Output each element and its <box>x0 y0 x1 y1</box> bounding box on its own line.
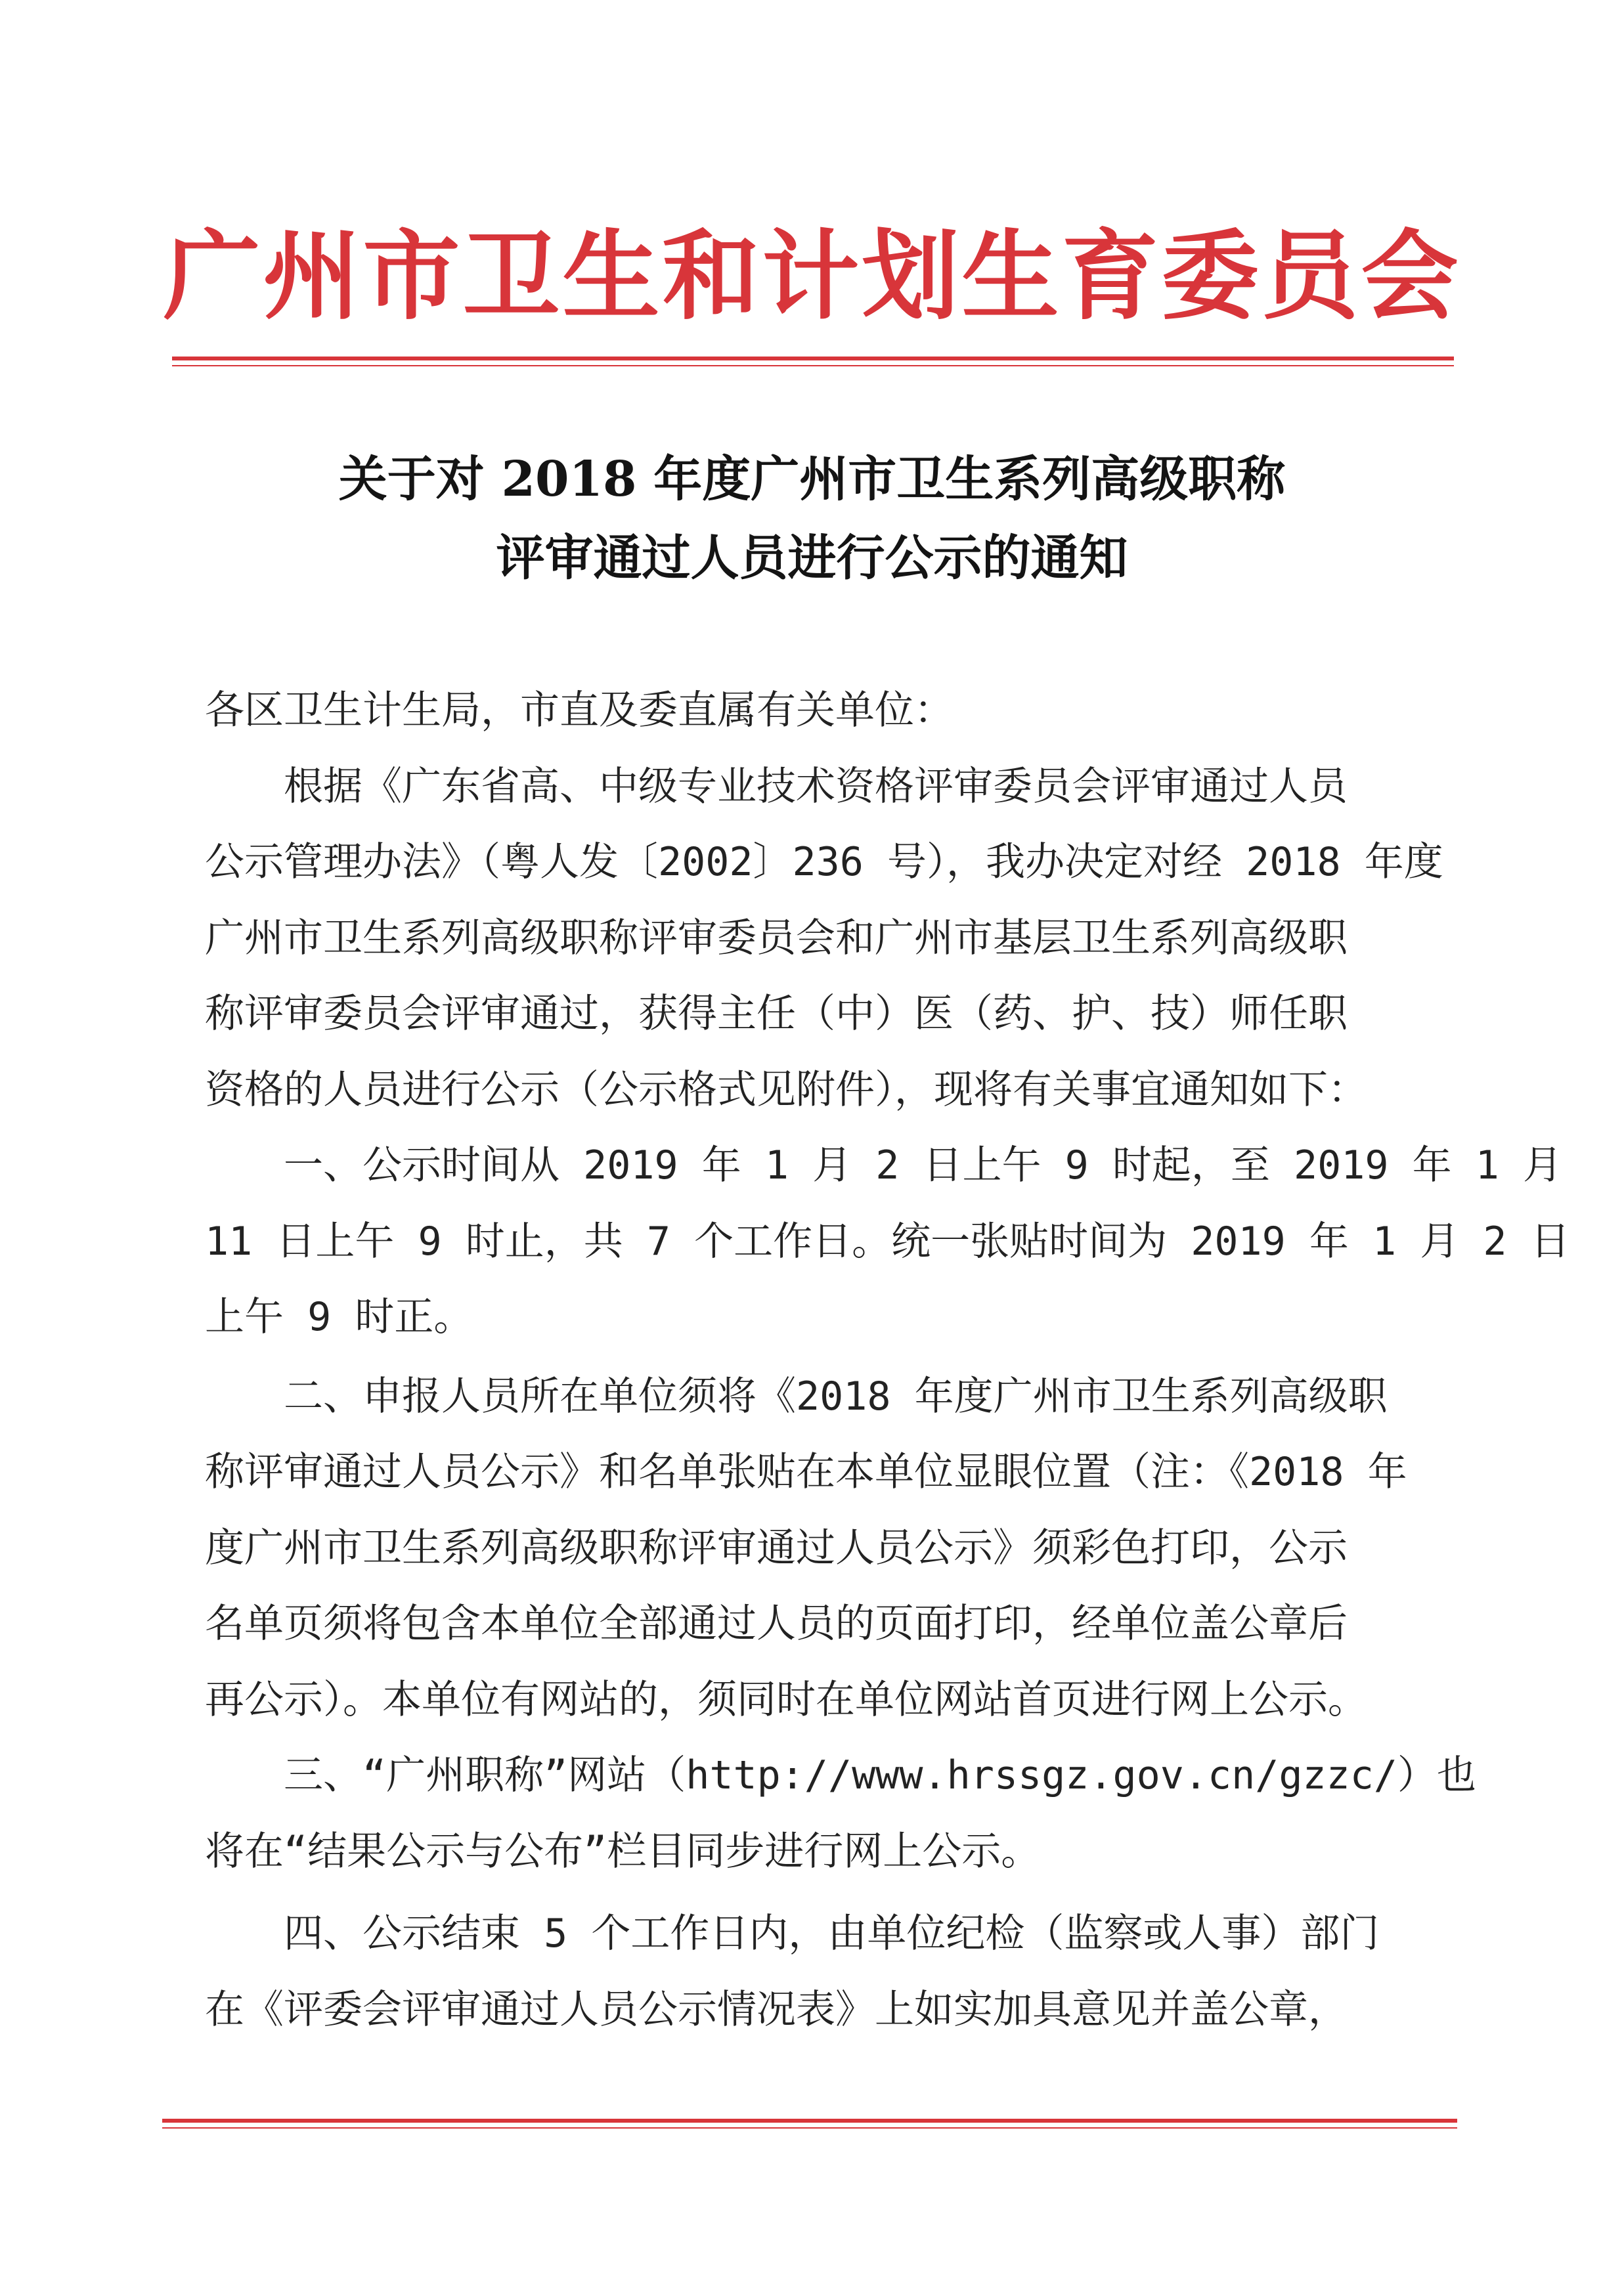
body-line: 称评审委员会评审通过，获得主任（中）医（药、护、技）师任职 <box>205 991 1348 1037</box>
body-line: 名单页须将包含本单位全部通过人员的页面打印，经单位盖公章后 <box>205 1601 1348 1647</box>
masthead-title: 广州市卫生和计划生育委员会 <box>163 219 1461 333</box>
body-line: 在《评委会评审通过人员公示情况表》上如实加具意见并盖公章， <box>205 1986 1348 2033</box>
masthead-red-rule-thin <box>172 365 1454 366</box>
document-body <box>205 673 1570 2048</box>
body-line: 上午 9 时正。 <box>205 1294 473 1340</box>
body-line: 公示管理办法》（粤人发〔2002〕236 号），我办决定对经 2018 年度 <box>205 839 1443 885</box>
document-title-line-2: 评审通过人员进行公示的通知 <box>496 530 1128 586</box>
body-line: 将在“结果公示与公布”栏目同步进行网上公示。 <box>205 1828 1041 1874</box>
body-line: 四、公示结束 5 个工作日内，由单位纪检（监察或人事）部门 <box>205 1911 1380 1957</box>
document-title-line-1: 关于对 2018 年度广州市卫生系列高级职称 <box>338 451 1286 508</box>
salutation: 各区卫生计生局，市直及委直属有关单位： <box>205 687 954 733</box>
body-line: 称评审通过人员公示》和名单张贴在本单位显眼位置（注：《2018 年 <box>205 1449 1407 1495</box>
body-line: 度广州市卫生系列高级职称评审通过人员公示》须彩色打印，公示 <box>205 1525 1348 1571</box>
body-line: 11 日上午 9 时止，共 7 个工作日。统一张贴时间为 2019 年 1 月 2 日 <box>205 1218 1570 1265</box>
masthead-red-rule <box>172 357 1454 360</box>
body-line: 再公示）。本单位有网站的，须同时在单位网站首页进行网上公示。 <box>205 1676 1367 1723</box>
body-line: 资格的人员进行公示（公示格式见附件），现将有关事宜通知如下： <box>205 1066 1367 1113</box>
footer-red-rule-thin <box>162 2127 1457 2129</box>
body-line: 三、“广州职称”网站（http://www.hrssgz.gov.cn/gzzc/）也 <box>205 1752 1476 1798</box>
body-line: 二、申报人员所在单位须将《2018 年度广州市卫生系列高级职 <box>205 1373 1388 1419</box>
footer-red-rule <box>162 2119 1457 2123</box>
body-line: 一、公示时间从 2019 年 1 月 2 日上午 9 时起，至 2019 年 1 月 <box>205 1142 1562 1188</box>
body-line: 广州市卫生系列高级职称评审委员会和广州市基层卫生系列高级职 <box>205 915 1348 961</box>
body-line: 根据《广东省高、中级专业技术资格评审委员会评审通过人员 <box>205 763 1348 810</box>
